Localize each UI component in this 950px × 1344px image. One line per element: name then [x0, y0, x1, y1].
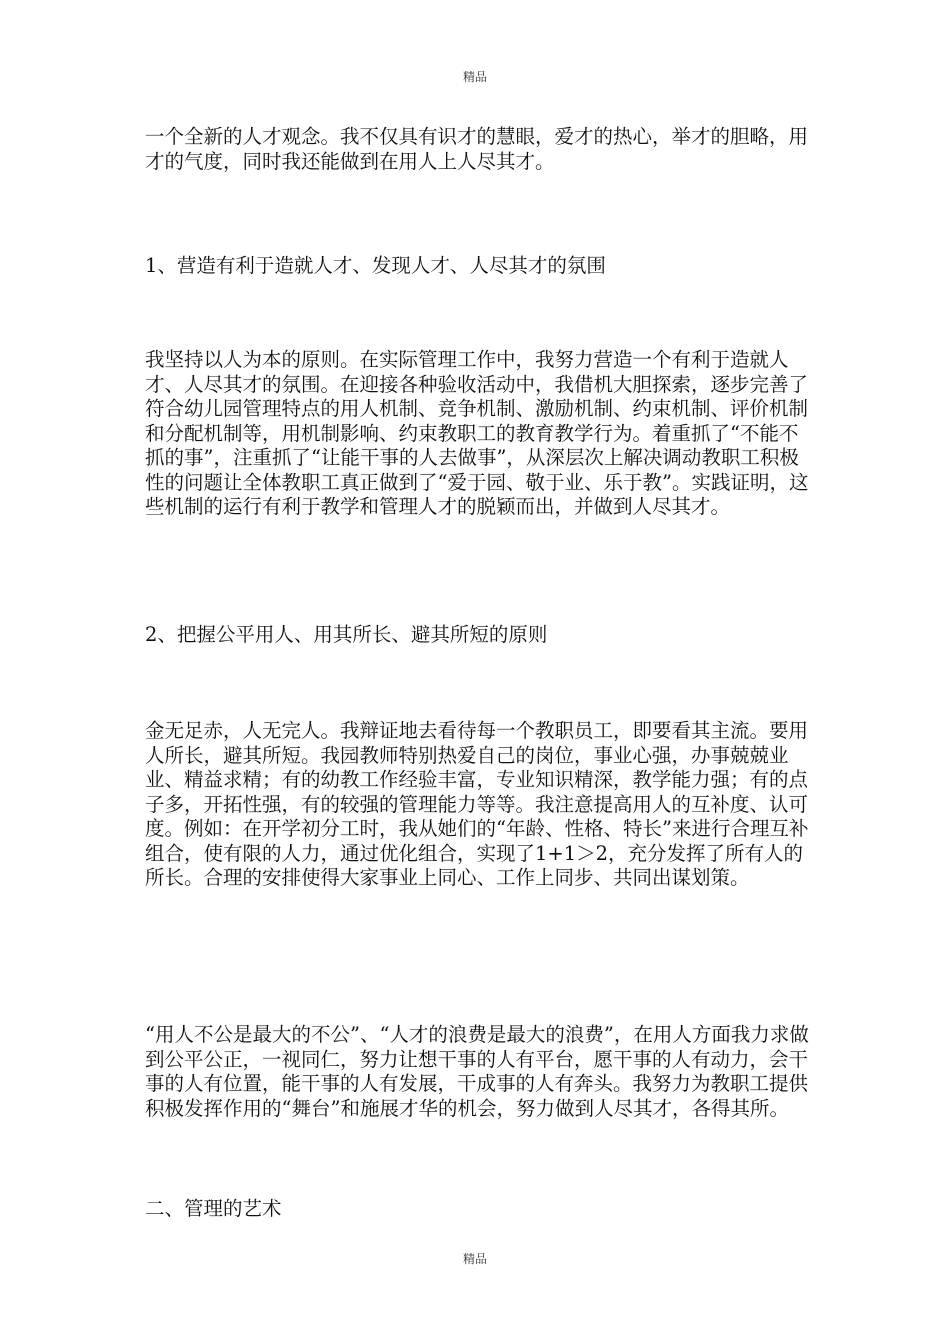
paragraph-fair-use: 金无足赤，人无完人。我辩证地去看待每一个教职员工，即要看其主流。要用人所长，避其所短。我园教师特别热爱自己的岗位，事业心强，办事兢兢业业、精益求精；有的幼教工作经验丰富，专业知识精深，教学能力强；有的点子多，开拓性强，有的较强的管理能力等等。我注意提高用人的互补度、认可度。例如：在开学初分工时，我从她们的“年龄、性格、特长”来进行合理互补组合，使有限的人力，通过优化组合，实现了1+1＞2，充分发挥了所有人的所长。合理的安排使得大家事业上同心、工作上同步、共同出谋划策。 — [145, 719, 809, 889]
paragraph-fairness: “用人不公是最大的不公”、“人才的浪费是最大的浪费”，在用人方面我力求做到公平公正，一视同仁，努力让想干事的人有平台，愿干事的人有动力，会干事的人有位置，能干事的人有发展，干成事的人有奔头。我努力为教职工提供积极发挥作用的“舞台”和施展才华的机会，努力做到人尽其才，各得其所。 — [145, 1023, 809, 1120]
section-heading-3: 二、管理的艺术 — [145, 1197, 282, 1220]
section-heading-1: 1、营造有利于造就人才、发现人才、人尽其才的氛围 — [145, 254, 606, 277]
page-header-mark: 精品 — [462, 70, 487, 84]
section-heading-2: 2、把握公平用人、用其所长、避其所短的原则 — [145, 623, 548, 646]
page-footer-mark: 精品 — [462, 1252, 487, 1266]
paragraph-intro: 一个全新的人才观念。我不仅具有识才的慧眼，爱才的热心，举才的胆略，用才的气度，同时我还能做到在用人上人尽其才。 — [145, 125, 809, 173]
paragraph-atmosphere: 我坚持以人为本的原则。在实际管理工作中，我努力营造一个有利于造就人才、人尽其才的氛围。在迎接各种验收活动中，我借机大胆探索，逐步完善了符合幼儿园管理特点的用人机制、竞争机制、激励机制、约束机制、评价机制和分配机制等，用机制影响、约束教职工的教育教学行为。着重抓了“不能不抓的事”，注重抓了“让能干事的人去做事”，从深层次上解决调动教职工积极性的问题让全体教职工真正做到了“爱于园、敬于业、乐于教”。实践证明，这些机制的运行有利于教学和管理人才的脱颖而出，并做到人尽其才。 — [145, 348, 809, 518]
